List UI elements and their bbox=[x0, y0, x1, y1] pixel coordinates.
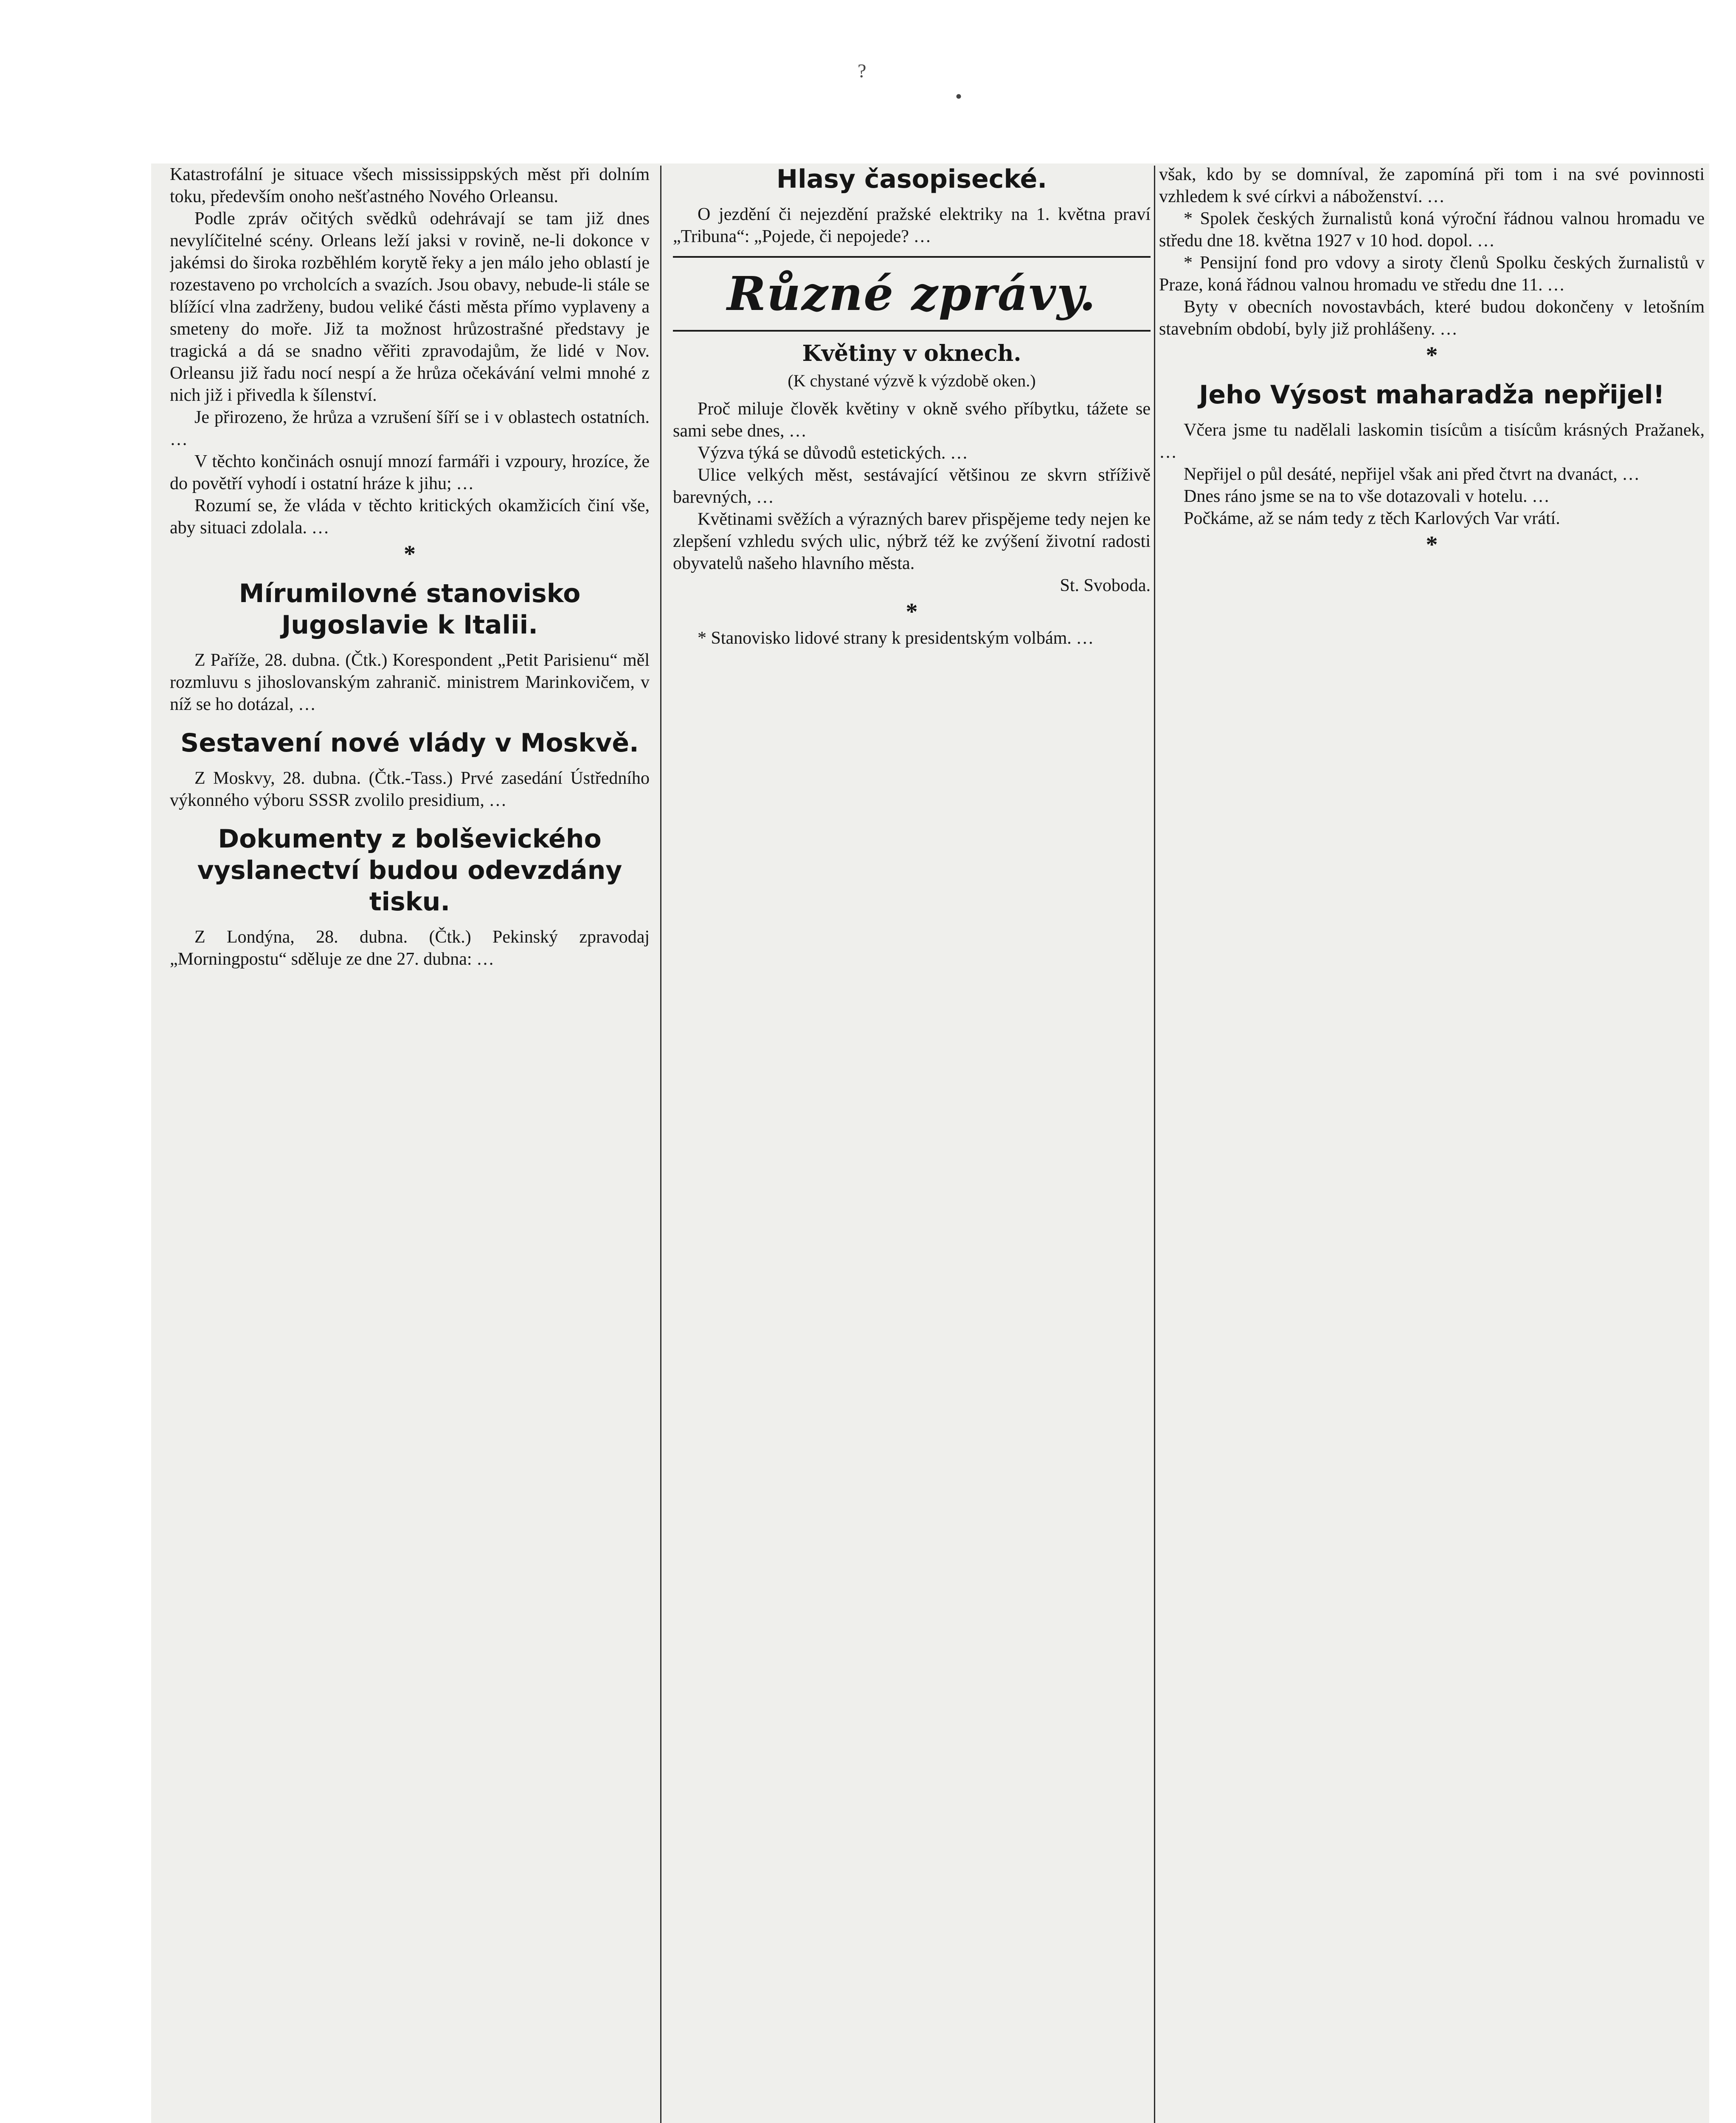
separator-star: * bbox=[404, 541, 416, 567]
article-paragraph: Z Londýna, 28. dubna. (Čtk.) Pekinský zpravodaj „Morningpostu“ sděluje ze dne 27. dubna: … bbox=[170, 927, 650, 969]
article-paragraph: Proč miluje člověk květiny v okně svého příbytku, tážete se sami sebe dnes, … bbox=[673, 399, 1151, 441]
article-paragraph: * Spolek českých žurnalistů koná výroční řádnou valnou hromadu ve středu dne 18. května 1927 v 10 hod. dopol. … bbox=[1159, 209, 1705, 251]
column-middle bbox=[673, 163, 1151, 2123]
separator-star: * bbox=[1426, 342, 1438, 369]
article-paragraph: * Stanovisko lidové strany k presidentským volbám. … bbox=[698, 628, 1094, 648]
article-paragraph: Květinami svěžích a výrazných barev přispějeme tedy nejen ke zlepšení vzhledu svých ulic, nýbrž též ke zvýšení životní radosti obyvatelů našeho hlavního města. bbox=[673, 510, 1151, 573]
article-paragraph: Počkáme, až se nám tedy z těch Karlových Var vrátí. bbox=[1184, 509, 1560, 528]
separator-star: * bbox=[906, 599, 918, 625]
headline-dokumenty: Dokumenty z bolševického vyslanectví budou odevzdány tisku. bbox=[197, 824, 622, 917]
headline-moskva: Sestavení nové vlády v Moskvě. bbox=[180, 728, 639, 758]
column-rule bbox=[660, 166, 661, 2123]
article-paragraph: Včera jsme tu nadělali laskomin tisícům a tisícům krásných Pražanek, … bbox=[1159, 420, 1705, 462]
article-paragraph: Podle zpráv očitých svědků odehrávají se tam již dnes nevylíčitelné scény. Orleans leží jaksi v rovině, ne-li dokonce v jakémsi do široka rozběhlém korytě řeky a jen málo jeho oblastí je rozestaveno po vrcholcích a svazích. Jsou obavy, nebude-li stále se blížící vlna zadrženy, budou veliké části města přímo vyplaveny a smeteny do moře. Již ta možnost hrůzostrašné představy je tragická a dá se snadno věřiti zpravodajům, že lidé v Nov. Orleansu již řadu nocí nespí a že hrůza očekávání velmi mnohé z nich již i přivedla k šílenství. bbox=[170, 209, 650, 405]
article-paragraph: Dnes ráno jsme se na to vše dotazovali v hotelu. … bbox=[1184, 487, 1550, 506]
headline-kvetiny: Květiny v oknech. bbox=[802, 341, 1021, 366]
column-right bbox=[1159, 163, 1705, 2123]
article-paragraph: Byty v obecních novostavbách, které budou dokončeny v letošním stavebním období, byly již prohlášeny. … bbox=[1159, 297, 1705, 339]
section-title-ruzne-zpravy: Různé zprávy. bbox=[727, 266, 1097, 321]
article-paragraph: O jezdění či nejezdění pražské elektriky na 1. května praví „Tribuna“: „Pojede, či nepojede? … bbox=[673, 205, 1151, 246]
column-rule bbox=[1154, 166, 1155, 2123]
column-left bbox=[170, 163, 650, 2123]
article-paragraph: Je přirozeno, že hrůza a vzrušení šíří se i v oblastech ostatních. … bbox=[170, 408, 650, 449]
article-paragraph: V těchto končinách osnují mnozí farmáři i vzpoury, hrozíce, že do povětří vyhodí i ostatní hráze k jihu; … bbox=[170, 452, 650, 493]
article-paragraph: Z Moskvy, 28. dubna. (Čtk.-Tass.) Prvé zasedání Ústředního výkonného výboru SSSR zvolilo presidium, … bbox=[170, 769, 650, 810]
article-paragraph: Výzva týká se důvodů estetických. … bbox=[698, 443, 968, 463]
headline-maharadza: Jeho Výsost maharadža nepřijel! bbox=[1199, 380, 1665, 410]
section-rule bbox=[673, 330, 1151, 332]
subheadline: (K chystané výzvě k výzdobě oken.) bbox=[788, 371, 1036, 390]
author-signature: St. Svoboda. bbox=[1060, 576, 1151, 595]
article-paragraph: však, kdo by se domníval, že zapomíná při tom i na své povinnosti vzhledem k své církvi a náboženství. … bbox=[1159, 165, 1705, 206]
article-paragraph: Nepřijel o půl desáté, nepřijel však ani před čtvrt na dvanáct, … bbox=[1184, 465, 1640, 484]
section-rule bbox=[673, 256, 1151, 258]
separator-star: * bbox=[1426, 532, 1438, 558]
headline-hlasy: Hlasy časopisecké. bbox=[776, 164, 1047, 194]
article-paragraph: Ulice velkých měst, sestávající většinou ze skvrn stříživě barevných, … bbox=[673, 465, 1151, 507]
page-dot: • bbox=[955, 85, 962, 107]
article-paragraph: Z Paříže, 28. dubna. (Čtk.) Korespondent „Petit Parisienu“ měl rozmluvu s jihoslovanským zahranič. ministrem Marinkovičem, v níž se ho dotázal, … bbox=[170, 650, 650, 714]
article-paragraph: Rozumí se, že vláda v těchto kritických okamžicích činí vše, aby situaci zdolala. … bbox=[170, 496, 650, 538]
article-paragraph: Katastrofální je situace všech mississippských měst při dolním toku, především onoho nešťastného Nového Orleansu. bbox=[170, 165, 650, 206]
headline-jugoslavie: Mírumilovné stanovisko Jugoslavie k Italii. bbox=[239, 579, 581, 640]
article-paragraph: * Pensijní fond pro vdovy a siroty členů Spolku českých žurnalistů v Praze, koná řádnou valnou hromadu ve středu dne 11. … bbox=[1159, 253, 1705, 295]
top-mark: ? bbox=[858, 60, 867, 82]
